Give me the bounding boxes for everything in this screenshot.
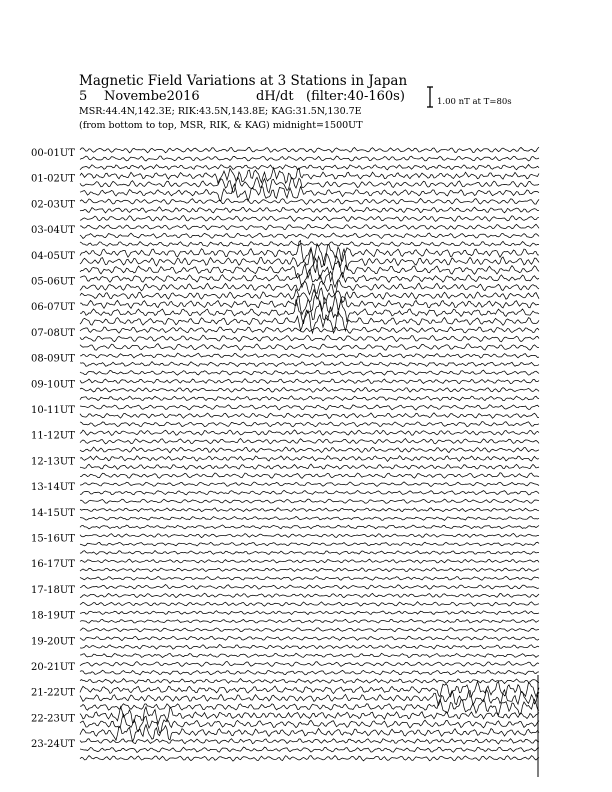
station-trace [80,430,539,435]
hour-label: 22-23UT [31,713,75,725]
hour-label: 18-19UT [31,610,75,622]
station-order-note: (from bottom to top, MSR, RIK, & KAG) midnight=1500UT [79,120,363,131]
date-month-year: Novembe2016 [104,89,200,104]
station-trace [80,241,539,246]
station-trace [80,464,539,469]
station-trace [80,559,539,563]
hour-label: 05-06UT [31,276,75,288]
hour-label: 06-07UT [31,302,75,314]
hour-label: 03-04UT [31,225,75,237]
hour-label: 14-15UT [31,507,75,519]
hour-label: 07-08UT [31,327,75,339]
station-trace [80,396,539,401]
hour-label: 09-10UT [31,379,75,391]
hour-label: 23-24UT [31,739,75,751]
station-trace [80,593,539,598]
hour-label: 13-14UT [31,482,75,494]
station-trace [80,747,539,752]
station-trace [80,756,539,761]
scale-bar [427,87,512,107]
station-trace [80,379,539,384]
station-trace [80,714,539,733]
hour-labels [31,148,75,750]
station-coords: MSR:44.4N,142.3E; RIK:43.5N,143.8E; KAG:31.5N,130.7E [79,106,362,117]
station-trace [80,327,539,333]
quantity-label: dH/dt [256,89,294,104]
chart-title: Magnetic Field Variations at 3 Stations in Japan [79,73,408,89]
station-trace [80,353,539,358]
station-trace [80,335,539,342]
hour-label: 15-16UT [31,533,75,545]
station-trace [80,473,539,479]
hour-label: 02-03UT [31,199,75,211]
hour-label: 20-21UT [31,662,75,673]
station-trace [80,482,539,487]
hour-label: 19-20UT [31,636,75,648]
station-trace [80,661,539,666]
station-trace [80,281,539,296]
station-trace [80,628,539,632]
station-trace [80,362,539,367]
station-trace [80,405,539,410]
station-trace [80,739,539,744]
station-trace [80,233,539,238]
station-trace [80,611,539,615]
station-trace [80,224,539,229]
station-trace [80,490,539,495]
traces [80,147,539,761]
date-day: 5 [79,89,88,104]
hour-label: 10-11UT [31,405,75,416]
station-trace [80,525,539,529]
station-trace [80,422,539,427]
station-trace [80,439,539,444]
station-trace [80,215,539,221]
station-trace [80,198,539,204]
station-trace [80,636,539,641]
station-trace [80,184,539,201]
hour-label: 01-02UT [31,173,75,185]
station-trace [80,699,539,715]
station-trace [80,551,539,555]
hour-label: 08-09UT [31,353,75,365]
station-trace [80,516,539,520]
station-trace [80,508,539,512]
station-trace [80,619,539,623]
station-trace [80,177,539,193]
station-trace [80,164,539,169]
station-trace [80,156,539,161]
filter-label: (filter:40-160s) [306,89,405,104]
station-trace [80,670,539,675]
station-trace [80,645,539,650]
hour-label: 12-13UT [31,456,75,468]
station-trace [80,653,539,657]
station-trace [80,681,539,697]
hour-label: 21-22UT [31,687,75,699]
station-trace [80,387,539,392]
hour-label: 11-12UT [31,430,75,442]
station-trace [80,533,539,537]
station-trace [80,542,539,546]
station-trace [80,168,539,183]
station-trace [80,576,539,580]
station-trace [80,456,539,462]
station-trace [80,413,539,419]
hour-label: 16-17UT [31,559,75,571]
station-trace [80,370,539,375]
station-trace [80,344,539,351]
hour-label: 00-01UT [31,148,75,159]
station-trace [80,147,539,153]
station-trace [80,679,539,684]
hour-label: 04-05UT [31,250,75,262]
hour-label: 17-18UT [31,584,75,596]
station-trace [80,207,539,213]
station-trace [80,585,539,590]
station-trace [80,602,539,606]
scale-label: 1.00 nT at T=80s [437,97,512,107]
station-trace [80,447,539,453]
station-trace [80,499,539,503]
station-trace [80,568,539,572]
